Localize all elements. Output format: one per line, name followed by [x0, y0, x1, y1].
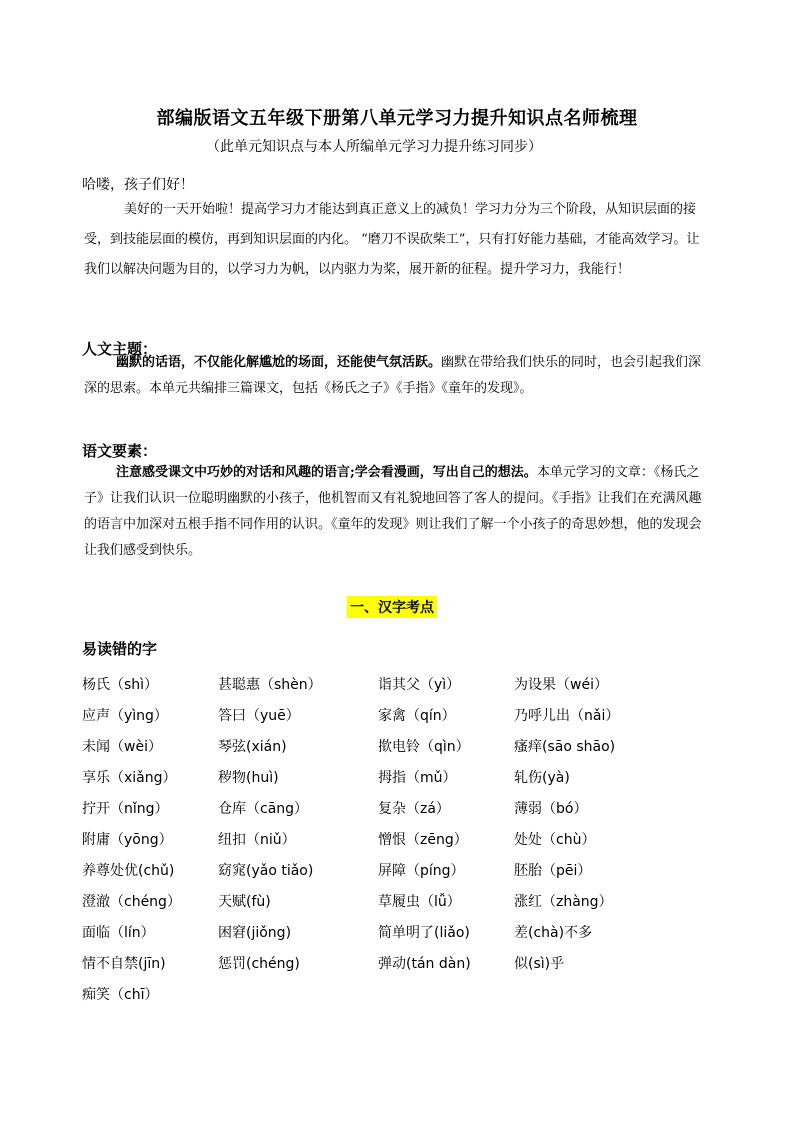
char-item: 纽扣（niǔ） — [218, 832, 296, 848]
table-row — [82, 949, 702, 980]
char-item: 为设果（wéi） — [514, 677, 608, 693]
section-title: 一、汉字考点 — [347, 596, 437, 618]
char-item: 差(chà)不多 — [514, 925, 593, 941]
table-row — [82, 825, 702, 856]
char-item: 憎恨（zēng） — [378, 832, 468, 848]
char-item: 答曰（yuē） — [218, 708, 300, 724]
char-item: 家禽（qín） — [378, 708, 456, 724]
char-item: 草履虫（lǚ） — [378, 894, 461, 910]
theme-bold-text: 幽默的话语，不仅能化解尴尬的场面，还能使气氛活跃。 — [116, 355, 442, 370]
char-item: 惩罚(chéng) — [218, 956, 300, 972]
intro-paragraph — [84, 195, 712, 285]
table-row — [82, 918, 702, 949]
char-item: 胚胎（pēi） — [514, 863, 592, 879]
char-item: 享乐（xiǎng） — [82, 770, 177, 786]
table-row — [82, 732, 702, 763]
char-item: 琴弦(xián) — [218, 739, 287, 755]
char-item: 似(sì)乎 — [514, 956, 565, 972]
char-item: 薄弱（bó） — [514, 801, 588, 817]
char-item: 揿电铃（qìn） — [378, 739, 470, 755]
char-item: 轧伤(yà) — [514, 770, 570, 786]
char-item: 瘙痒(sāo shāo) — [514, 739, 616, 755]
table-row — [82, 794, 702, 825]
char-item: 应声（yìng） — [82, 708, 168, 724]
char-item: 涨红（zhàng） — [514, 894, 613, 910]
char-item: 未闻（wèi） — [82, 739, 162, 755]
char-grid — [82, 670, 702, 1011]
char-item: 复杂（zá） — [378, 801, 450, 817]
greeting: 哈喽，孩子们好！ — [82, 177, 194, 193]
char-item: 情不自禁(jīn) — [82, 956, 166, 972]
page-title: 部编版语文五年级下册第八单元学习力提升知识点名师梳理 — [156, 108, 638, 129]
theme-paragraph — [84, 350, 712, 402]
char-item: 附庸（yōng） — [82, 832, 173, 848]
char-item: 拇指（mǔ） — [378, 770, 457, 786]
table-row — [82, 763, 702, 794]
char-item: 简单明了(liǎo) — [378, 925, 470, 941]
char-item: 拧开（nǐng） — [82, 801, 169, 817]
char-item: 诣其父（yì） — [378, 677, 461, 693]
char-item: 痴笑（chī） — [82, 987, 159, 1003]
theme-text: 幽默在带给我们快乐的同时，也会引起我们深深的思索。本单元共编排三篇课文，包括《杨氏之子》《手指》《童年的发现》。 — [84, 355, 702, 396]
section-subheading: 易读错的字 — [82, 640, 158, 658]
table-row — [82, 856, 702, 887]
table-row — [82, 701, 702, 732]
elements-paragraph — [84, 460, 712, 564]
char-item: 面临（lín） — [82, 925, 155, 941]
char-item: 杨氏（shì） — [82, 677, 159, 693]
table-row — [82, 980, 702, 1011]
char-item: 秽物(huì) — [218, 770, 279, 786]
char-item: 困窘(jiǒng) — [218, 925, 292, 941]
page-subtitle: （此单元知识点与本人所编单元学习力提升练习同步） — [206, 139, 542, 155]
elements-heading: 语文要素： — [82, 442, 158, 460]
char-item: 仓库（cāng） — [218, 801, 309, 817]
char-item: 养尊处优(chǔ) — [82, 863, 175, 879]
table-row — [82, 887, 702, 918]
char-item: 屏障（píng） — [378, 863, 465, 879]
char-item: 甚聪惠（shèn） — [218, 677, 322, 693]
elements-text: 本单元学习的文章：《杨氏之子》让我们认识一位聪明幽默的小孩子，他机智而又有礼貌地回答了客人的提问。《手指》让我们在充满风趣的语言中加深对五根手指不同作用的认识。《童年的发现》则让我们了解一个小孩子的奇思妙想，他的发现会让我们感受到快乐。 — [84, 465, 702, 558]
intro-text: 美好的一天开始啦！提高学习力才能达到真正意义上的减负！学习力分为三个阶段，从知识层面的接受，到技能层面的模仿，再到知识层面的内化。 “磨刀不误砍柴工”，只有打好能力基础，才能高效学习。让我们以解决问题为目的，以学习力为帆，以内驱力为桨，展开新的征程。提升学习力，我能行！ — [84, 202, 700, 277]
theme-heading: 人文主题： — [82, 340, 158, 358]
char-item: 天赋(fù) — [218, 894, 271, 910]
char-item: 处处（chù） — [514, 832, 596, 848]
char-item: 澄澈（chéng） — [82, 894, 181, 910]
table-row — [82, 670, 702, 701]
char-item: 乃呼儿出（nǎi） — [514, 708, 620, 724]
char-item: 窈窕(yǎo tiǎo) — [218, 863, 314, 879]
elements-bold-text: 注意感受课文中巧妙的对话和风趣的语言;学会看漫画，写出自己的想法。 — [116, 465, 537, 480]
char-item: 弹动(tán dàn) — [378, 956, 471, 972]
